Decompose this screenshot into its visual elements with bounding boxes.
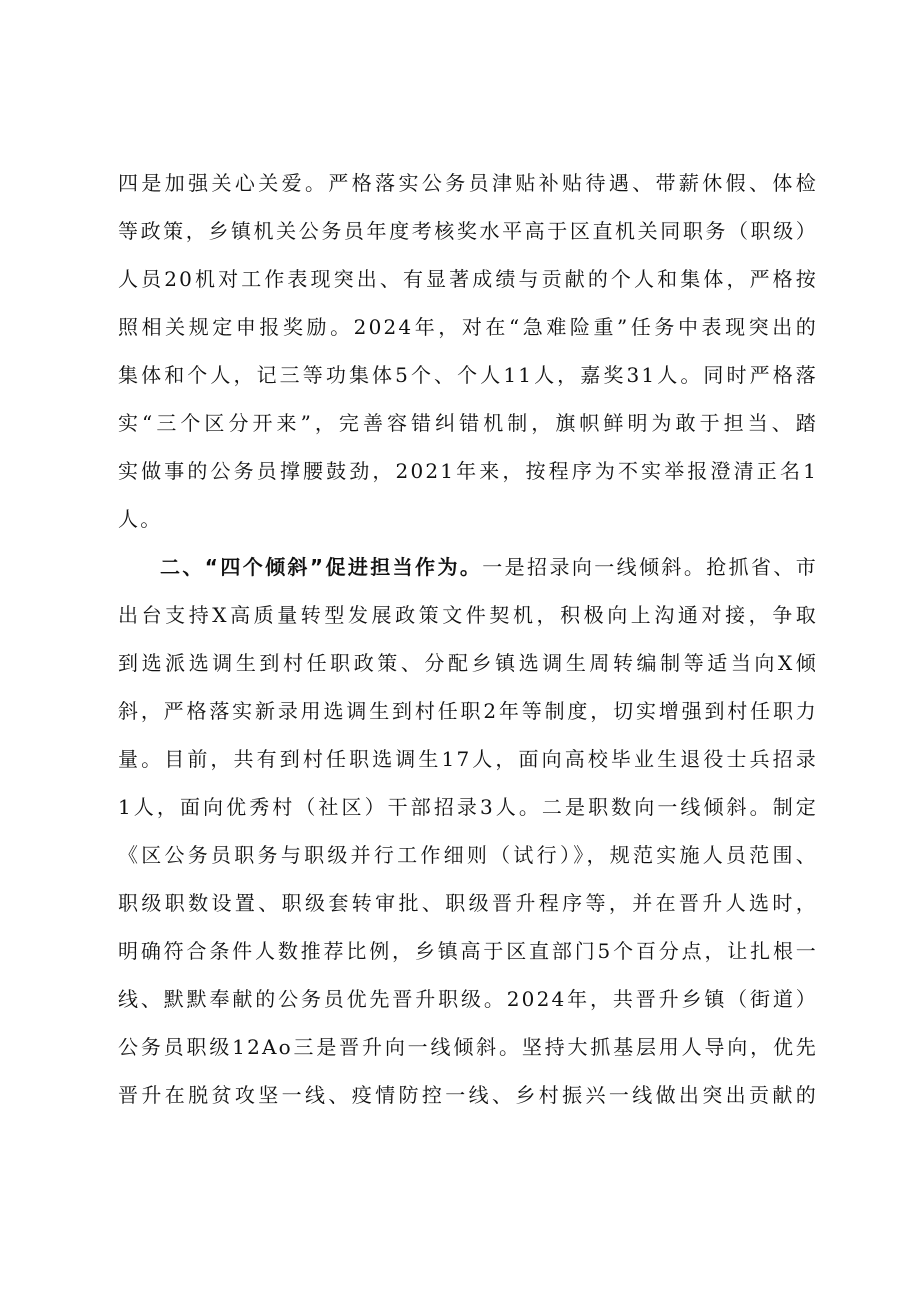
paragraph-line: 实做事的公务员撑腰鼓劲，2021年来，按程序为不实举报澄清正名1 — [118, 459, 818, 483]
paragraph-line: 到选派选调生到村任职政策、分配乡镇选调生周转编制等适当向X倾 — [118, 651, 818, 675]
paragraph-line: 公务员职级12Ao三是晋升向一线倾斜。坚持大抓基层用人导向，优先 — [118, 1035, 818, 1059]
paragraph-line: 照相关规定申报奖励。2024年，对在“急难险重”任务中表现突出的 — [118, 315, 818, 339]
paragraph-line: 线、默默奉献的公务员优先晋升职级。2024年，共晋升乡镇（街道） — [118, 987, 818, 1011]
section-2-heading: 二、“四个倾斜”促进担当作为。 — [160, 555, 483, 579]
paragraph-line: 明确符合条件人数推荐比例，乡镇高于区直部门5个百分点，让扎根一 — [118, 939, 818, 963]
paragraph-line: 斜，严格落实新录用选调生到村任职2年等制度，切实增强到村任职力 — [118, 699, 818, 723]
paragraph-line: 《区公务员职务与职级并行工作细则（试行）》，规范实施人员范围、 — [118, 843, 818, 867]
section-2-first-line-text: 一是招录向一线倾斜。抢抓省、市 — [482, 555, 818, 579]
paragraph-line: 实“三个区分开来”，完善容错纠错机制，旗帜鲜明为敢于担当、踏 — [118, 411, 818, 435]
paragraph-line: 四是加强关心关爱。严格落实公务员津贴补贴待遇、带薪休假、体检 — [118, 171, 818, 195]
paragraph-line: 人员20机对工作表现突出、有显著成绩与贡献的个人和集体，严格按 — [118, 267, 818, 291]
paragraph-line: 出台支持X高质量转型发展政策文件契机，积极向上沟通对接，争取 — [118, 603, 818, 627]
section-2-first-line — [160, 547, 818, 587]
paragraph-line: 等政策，乡镇机关公务员年度考核奖水平高于区直机关同职务（职级） — [118, 219, 818, 243]
paragraph-line: 晋升在脱贫攻坚一线、疫情防控一线、乡村振兴一线做出突出贡献的 — [118, 1083, 818, 1107]
paragraph-line: 人。 — [118, 507, 163, 531]
paragraph-line: 1人，面向优秀村（社区）干部招录3人。二是职数向一线倾斜。制定 — [118, 795, 818, 819]
paragraph-line: 集体和个人，记三等功集体5个、个人11人，嘉奖31人。同时严格落 — [118, 363, 818, 387]
paragraph-line: 量。目前，共有到村任职选调生17人，面向高校毕业生退役士兵招录 — [118, 747, 818, 771]
paragraph-line: 职级职数设置、职级套转审批、职级晋升程序等，并在晋升人选时， — [118, 891, 818, 915]
